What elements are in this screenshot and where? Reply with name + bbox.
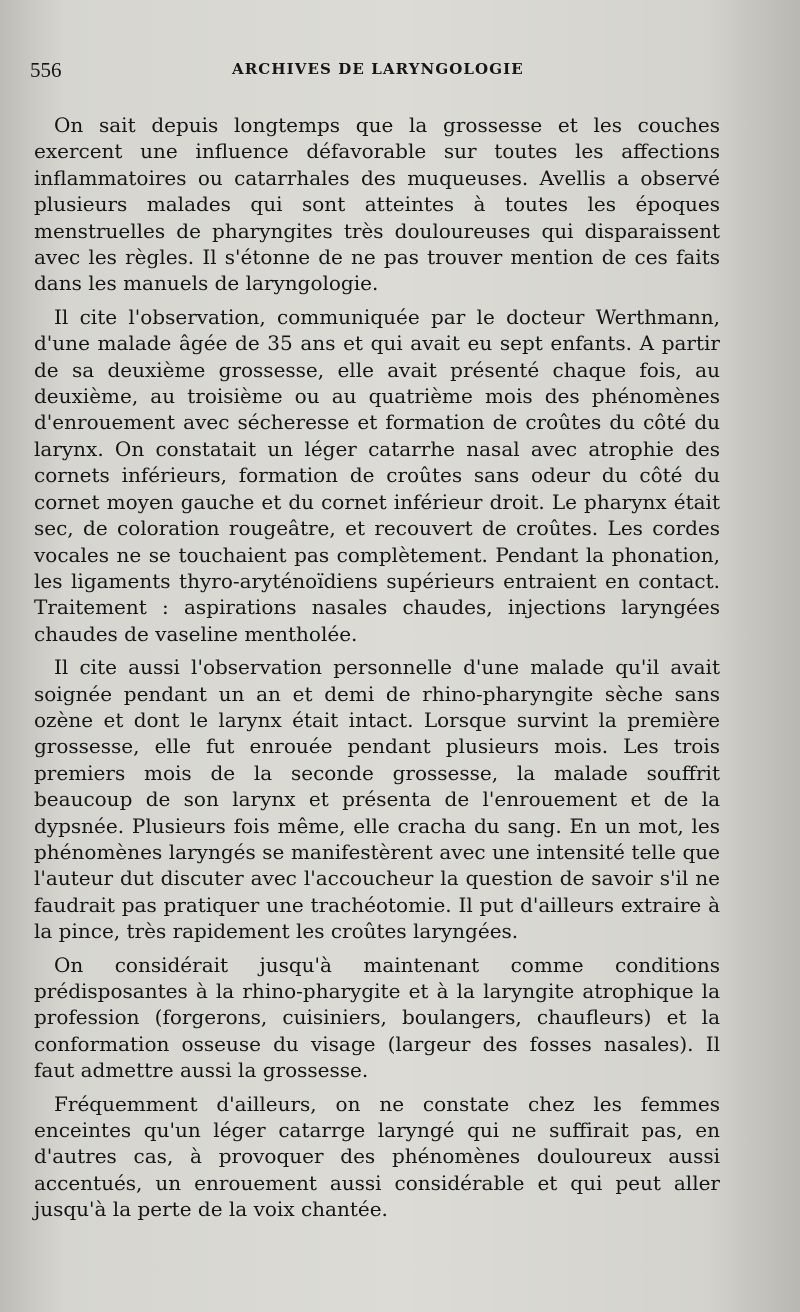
page-number: 556 xyxy=(30,58,62,82)
paragraph-5: Fréquemment d'ailleurs, on ne constate chez les femmes enceintes qu'un léger catarrge laryngé qui ne suffirait pas, en d'autres cas, à provoquer des phénomènes douloureux aussi accentués, un enrouement aussi considérable et qui peut aller jusqu'à la perte de la voix chantée. xyxy=(34,1091,720,1222)
running-head: ARCHIVES DE LARYNGOLOGIE xyxy=(232,60,524,78)
page-header xyxy=(30,58,730,88)
paragraph-4: On considérait jusqu'à maintenant comme conditions prédisposantes à la rhino-pharygite et à la laryngite atrophique la profession (forgerons, cuisiniers, boulangers, chaufleurs) et la conformation osseuse du visage (largeur des fosses nasales). Il faut admettre aussi la grossesse. xyxy=(34,952,720,1083)
body-text xyxy=(34,112,720,1230)
paragraph-2: Il cite l'observation, communiquée par le docteur Werthmann, d'une malade âgée de 35 ans et qui avait eu sept enfants. A partir de sa deuxième grossesse, elle avait présenté chaque fois, au deuxième, au troisième ou au quatrième mois des phénomènes d'enrouement avec sécheresse et formation de croûtes du côté du larynx. On constatait un léger catarrhe nasal avec atrophie des cornets inférieurs, formation de croûtes sans odeur du côté du cornet moyen gauche et du cornet inférieur droit. Le pharynx était sec, de coloration rougeâtre, et recouvert de croûtes. Les cordes vocales ne se touchaient pas complètement. Pendant la phonation, les ligaments thyro-aryténoïdiens supérieurs entraient en contact. Traitement : aspirations nasales chaudes, injections laryngées chaudes de vaseline mentholée. xyxy=(34,304,720,646)
paragraph-3: Il cite aussi l'observation personnelle d'une malade qu'il avait soignée pendant un an et demi de rhino-pharyngite sèche sans ozène et dont le larynx était intact. Lorsque survint la première grossesse, elle fut enrouée pendant plusieurs mois. Les trois premiers mois de la seconde grossesse, la malade souffrit beaucoup de son larynx et présenta de l'enrouement et de la dypsnée. Plusieurs fois même, elle cracha du sang. En un mot, les phénomènes laryngés se manifestèrent avec une intensité telle que l'auteur dut discuter avec l'accoucheur la question de savoir s'il ne faudrait pas pratiquer une trachéotomie. Il put d'ailleurs extraire à la pince, très rapidement les croûtes laryngées. xyxy=(34,655,720,944)
paragraph-1: On sait depuis longtemps que la grossesse et les couches exercent une influence défavorable sur toutes les affections inflammatoires ou catarrhales des muqueuses. Avellis a observé plusieurs malades qui sont atteintes à toutes les époques menstruelles de pharyngites très douloureuses qui disparaissent avec les règles. Il s'étonne de ne pas trouver mention de ces faits dans les manuels de laryngologie. xyxy=(34,113,720,296)
